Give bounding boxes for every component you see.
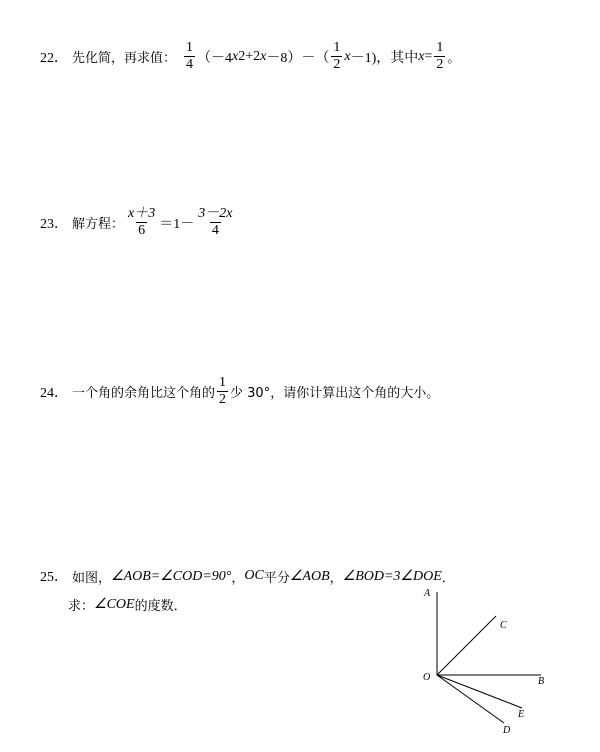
equation-middle: ＝1－ bbox=[159, 216, 195, 232]
question-prompt: 先化简，再求值： bbox=[72, 51, 177, 66]
expression-part: +2 bbox=[245, 48, 261, 64]
question-number: 22． bbox=[40, 50, 68, 66]
question-text: 少 30°，请你计算出这个角的大小。 bbox=[230, 386, 440, 401]
variable-x: x bbox=[260, 48, 267, 64]
exponent: 2 bbox=[238, 48, 246, 64]
ray-label: OC bbox=[244, 568, 264, 583]
equals-sign: = bbox=[424, 48, 433, 64]
variable-x: x bbox=[344, 48, 351, 64]
variable-x: x bbox=[232, 48, 239, 64]
expression-part: （－4 bbox=[197, 50, 233, 66]
expression-part: －1)，其中 bbox=[350, 50, 419, 66]
label-e: E bbox=[518, 709, 525, 720]
fraction-one-quarter: $\frac{1}{4}$ bbox=[186, 40, 194, 72]
label-b: B bbox=[538, 676, 545, 687]
question-text: 一个角的余角比这个角的 bbox=[72, 386, 216, 401]
question-text: ， bbox=[231, 570, 245, 586]
fraction-rhs: $\frac{3-2x}{4}$ bbox=[198, 206, 233, 238]
angle-expression: ∠AOB bbox=[289, 568, 330, 584]
question-text: 如图， bbox=[72, 570, 112, 586]
end-punctuation: 。 bbox=[447, 51, 461, 66]
fraction-one-half: $\frac{1}{2}$ bbox=[436, 40, 444, 72]
ray-oc bbox=[437, 616, 496, 675]
angle-expression: ∠BOD=3∠DOE bbox=[342, 568, 442, 584]
fraction-one-half: $\frac{1}{2}$ bbox=[219, 375, 227, 407]
fraction-lhs: $\frac{x+3}{6}$ bbox=[128, 206, 156, 238]
question-prompt: 解方程： bbox=[72, 217, 125, 232]
variable-x: x bbox=[418, 48, 425, 64]
question-number: 24． bbox=[40, 385, 68, 401]
label-c: C bbox=[500, 620, 507, 631]
question-text: 求： bbox=[68, 599, 95, 614]
question-text: 的度数． bbox=[134, 599, 187, 614]
label-d: D bbox=[503, 725, 511, 736]
question-number: 23． bbox=[40, 216, 68, 232]
label-a: A bbox=[424, 588, 431, 599]
ray-oe bbox=[437, 675, 522, 708]
angle-expression: ∠AOB=∠COD=90° bbox=[111, 568, 232, 584]
question-number: 25． bbox=[40, 570, 68, 585]
question-text: ． bbox=[441, 570, 455, 586]
question-text: 平分 bbox=[263, 570, 290, 586]
question-text: ， bbox=[329, 570, 343, 586]
angle-expression: ∠COE bbox=[94, 597, 135, 612]
fraction-one-half: $\frac{1}{2}$ bbox=[333, 40, 341, 72]
label-o: O bbox=[423, 672, 431, 683]
ray-od bbox=[437, 675, 504, 723]
expression-part: －8）－（ bbox=[266, 50, 330, 66]
